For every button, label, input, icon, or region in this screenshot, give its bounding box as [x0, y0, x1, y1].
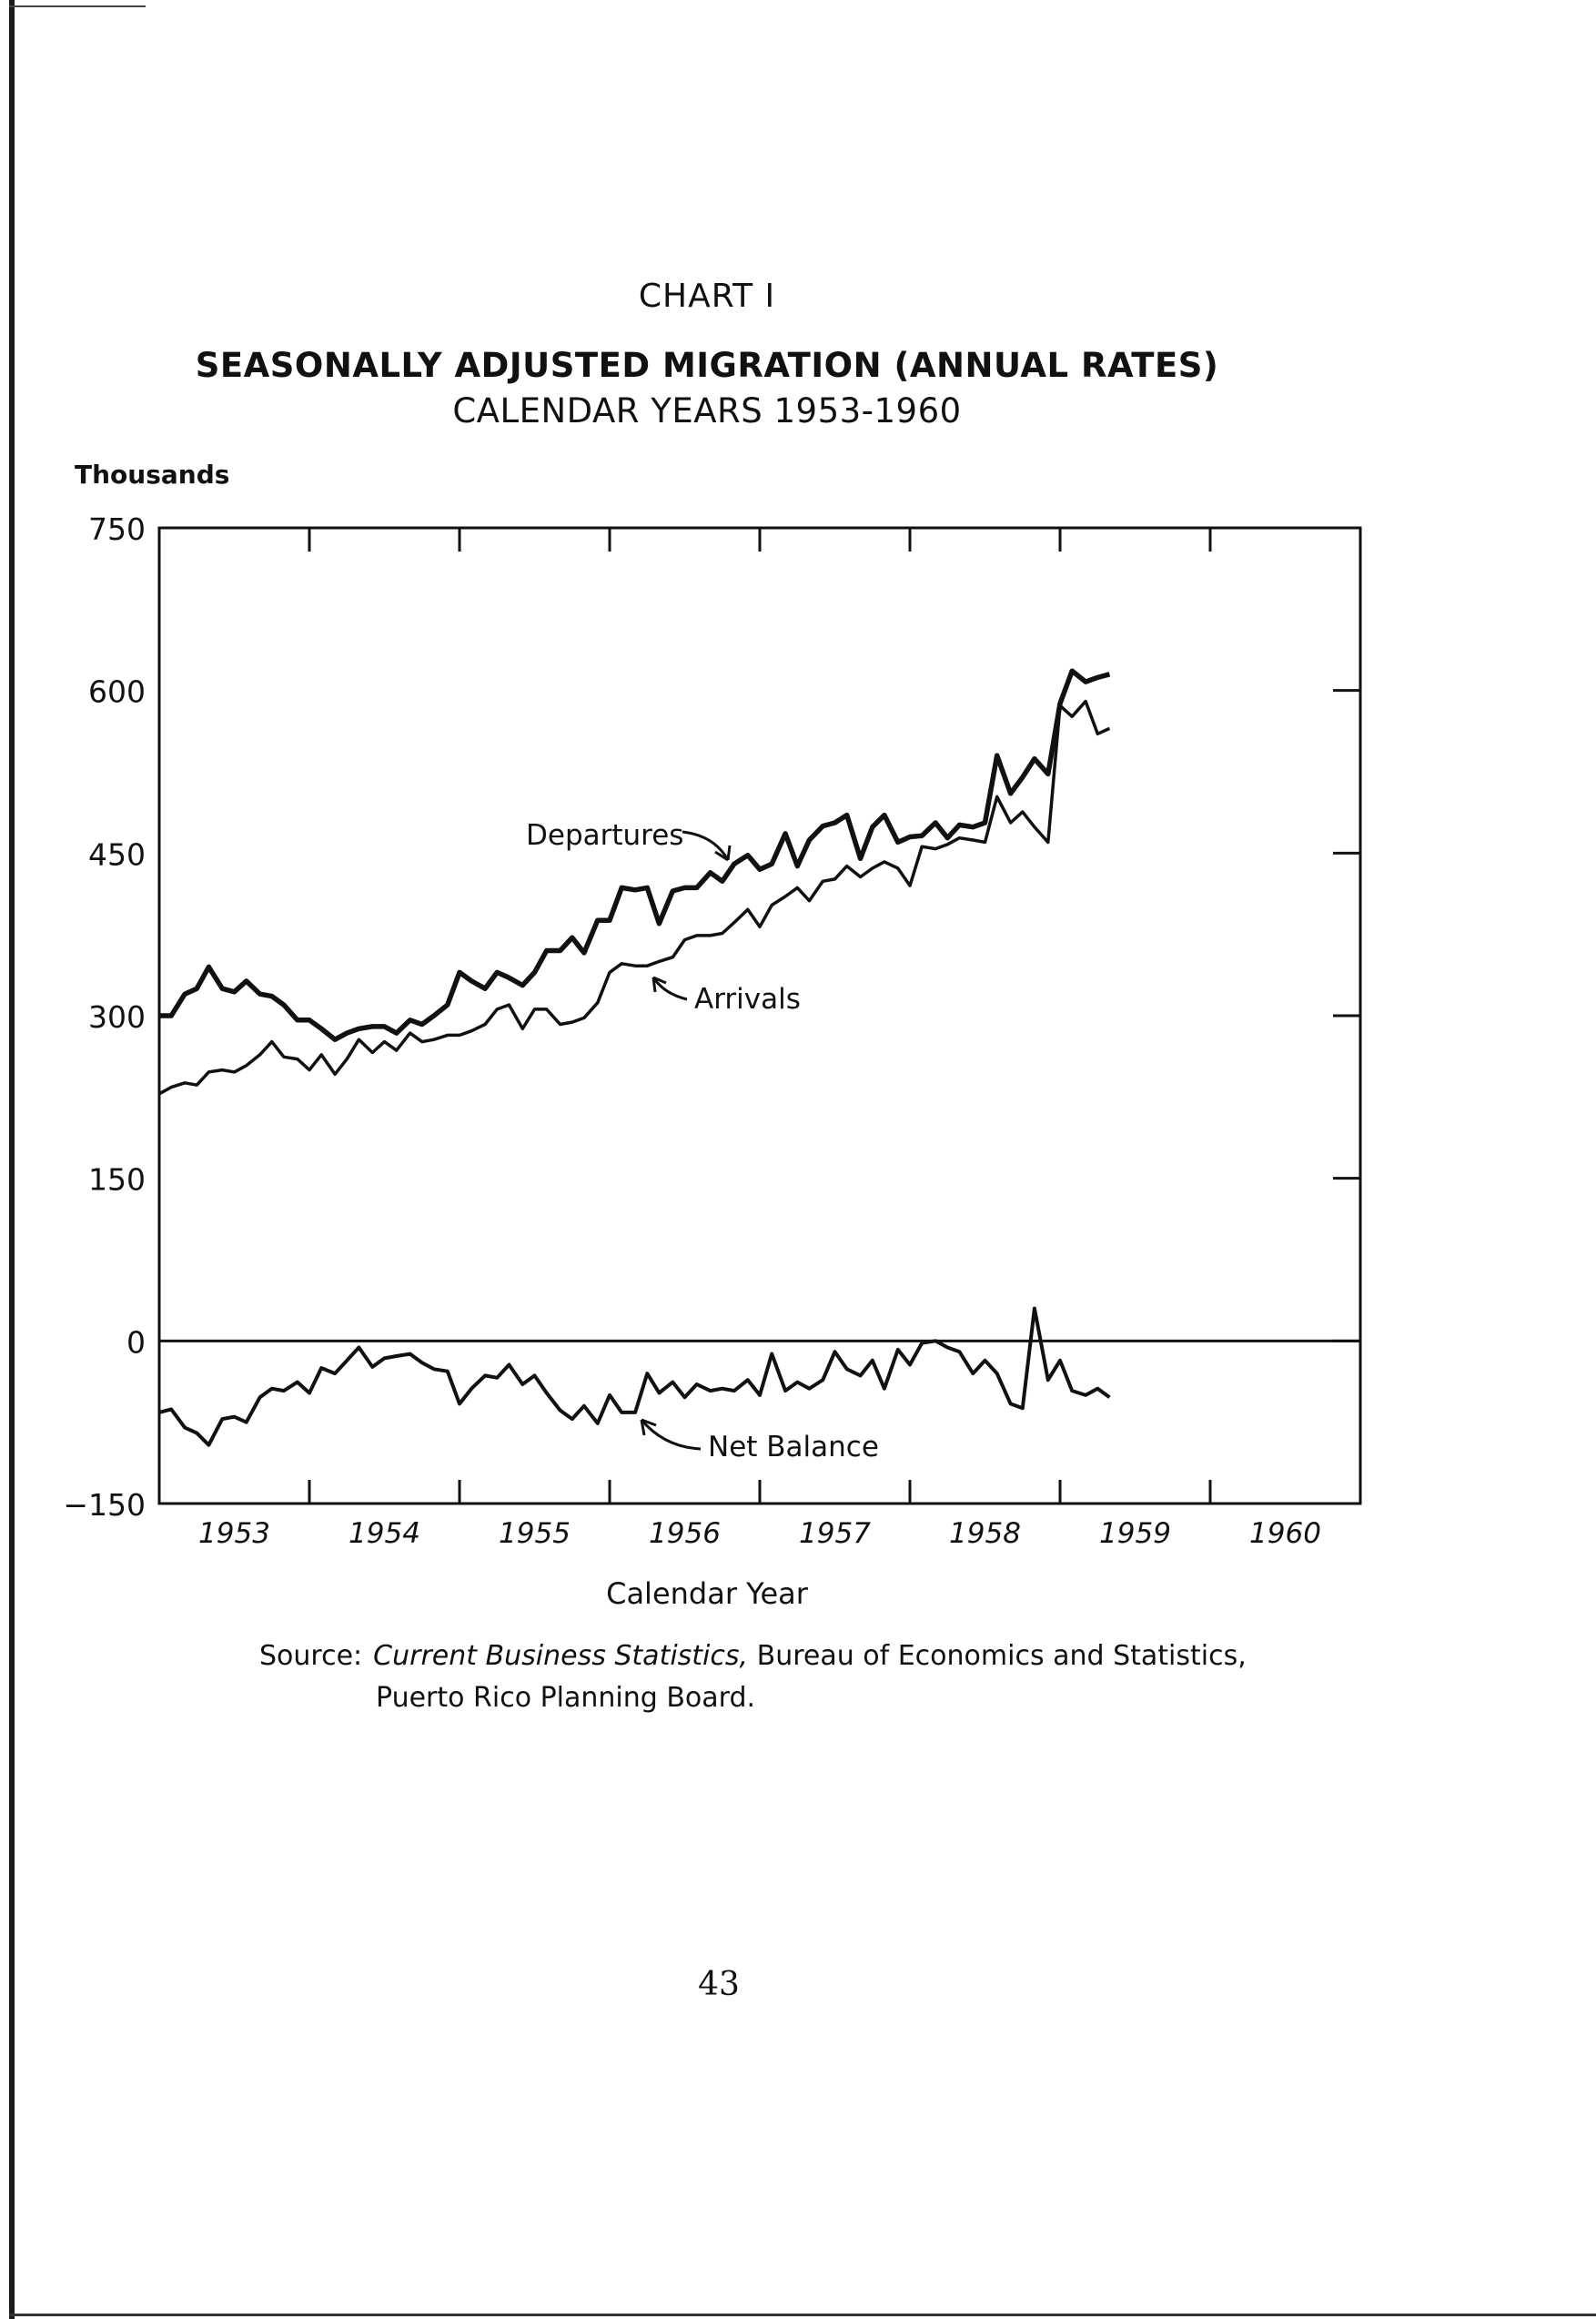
chart-axes: [63, 511, 1360, 1550]
x-axis-label: Calendar Year: [606, 1576, 808, 1611]
y-tick-label: 750: [88, 511, 146, 547]
x-tick-label: 1958: [949, 1517, 1021, 1550]
y-tick-label: 450: [88, 836, 146, 873]
annotation-departures: Departures: [526, 819, 684, 852]
page-number: 43: [698, 1966, 740, 2003]
source-label: Source:: [259, 1640, 363, 1672]
source-agency: Bureau of Economics and Statistics,: [756, 1640, 1247, 1672]
x-tick-label: 1959: [1099, 1517, 1171, 1550]
x-tick-label: 1955: [499, 1517, 571, 1550]
plot-frame: [159, 528, 1360, 1504]
net-balance-line: [159, 1309, 1109, 1445]
chart-number: CHART I: [638, 278, 776, 315]
x-tick-label: 1953: [198, 1517, 270, 1550]
source-publication: Current Business Statistics,: [373, 1640, 749, 1672]
chart-subtitle: CALENDAR YEARS 1953-1960: [452, 391, 962, 430]
y-tick-label: −150: [63, 1487, 146, 1523]
x-tick-label: 1956: [649, 1517, 721, 1550]
x-tick-label: 1960: [1249, 1517, 1321, 1550]
annotation-arrivals: Arrivals: [694, 983, 801, 1016]
arrivals-line: [159, 702, 1109, 1094]
y-tick-label: 600: [88, 673, 146, 710]
y-axis-unit-label: Thousands: [75, 460, 230, 490]
annotation-net-balance: Net Balance: [708, 1431, 879, 1463]
source-note: [259, 1635, 1247, 1719]
source-line-2: Puerto Rico Planning Board.: [376, 1682, 756, 1714]
departures-line: [159, 671, 1109, 1039]
y-tick-label: 0: [126, 1324, 146, 1361]
chart-title: SEASONALLY ADJUSTED MIGRATION (ANNUAL RATES): [195, 346, 1219, 385]
y-tick-label: 300: [88, 999, 146, 1035]
y-tick-label: 150: [88, 1161, 146, 1198]
x-tick-label: 1957: [799, 1517, 871, 1550]
chart-annotations: [526, 819, 879, 1463]
x-tick-label: 1954: [348, 1517, 420, 1550]
chart-series: [159, 671, 1109, 1444]
